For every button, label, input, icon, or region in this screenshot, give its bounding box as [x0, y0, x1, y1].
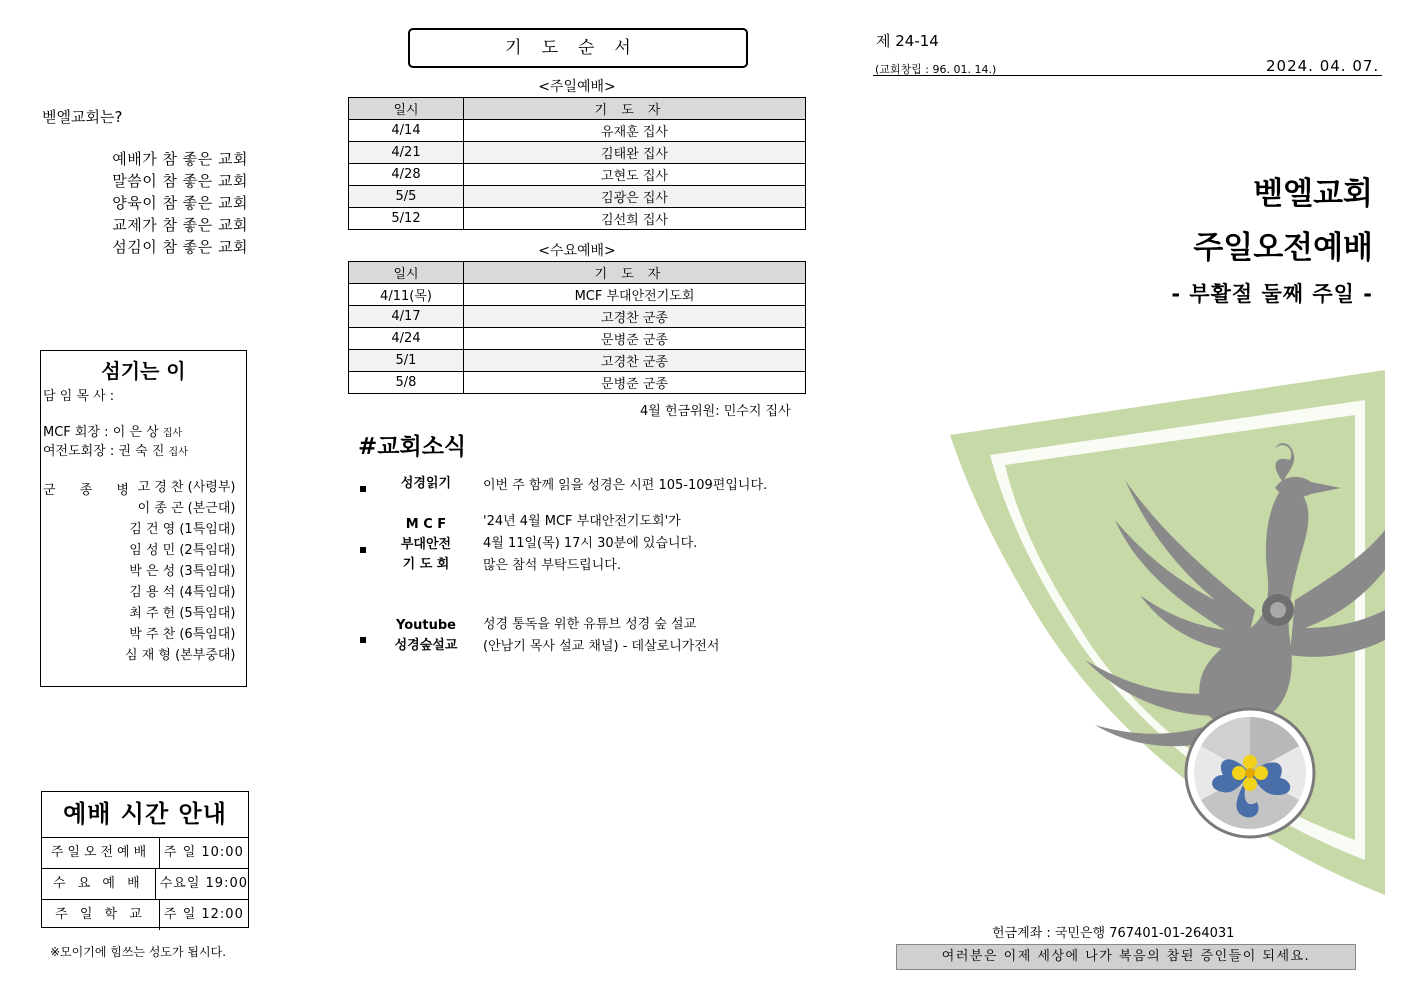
news-label	[392, 616, 460, 656]
soldier-item: 최 주 헌 (5특임대)	[129, 606, 236, 621]
motto-item: 예배가 참 좋은 교회	[112, 150, 248, 168]
prayer-leader: 고경찬 군종	[464, 350, 806, 372]
service-name: 주일오전예배	[1193, 230, 1373, 266]
wednesday-caption: <수요예배>	[538, 243, 616, 259]
schedule-row	[42, 900, 248, 930]
women-president-title: 집사	[168, 447, 188, 458]
sunday-prayer-table	[348, 97, 806, 230]
news-label-line: M C F	[405, 517, 447, 532]
soldier-item: 박 주 찬 (6특임대)	[129, 627, 236, 642]
women-president-name: 권 숙 진	[118, 444, 165, 459]
soldier-item: 김 건 영 (1특임대)	[129, 522, 236, 537]
news-label-line: 성경읽기	[400, 476, 452, 491]
prayer-order-title: 기도순서	[408, 28, 748, 68]
women-president-row	[43, 440, 188, 459]
table-row	[349, 142, 806, 164]
schedule-service-name: 수 요 예 배	[42, 869, 156, 899]
schedule-service-time: 주 일 10:00	[164, 845, 244, 860]
table-row	[349, 372, 806, 394]
sunday-caption: <주일예배>	[538, 79, 616, 95]
prayer-date: 4/24	[349, 328, 464, 350]
news-line: 성경 통독을 위한 유튜브 성경 숲 설교	[483, 617, 697, 632]
news-label-line: Youtube	[396, 618, 456, 633]
church-name: 벧엘교회	[1253, 176, 1373, 212]
schedule-row	[42, 869, 248, 900]
news-line: '24년 4월 MCF 부대안전기도회'가	[483, 514, 681, 529]
prayer-leader: 김태완 집사	[464, 142, 806, 164]
news-line: 많은 참석 부탁드립니다.	[483, 558, 621, 573]
schedule-service-name: 주일오전예배	[42, 838, 160, 868]
table-row	[349, 120, 806, 142]
church-news-title: #교회소식	[358, 434, 467, 460]
offering-account: 헌금계좌 : 국민은행 767401-01-264031	[992, 926, 1235, 941]
table-row	[349, 186, 806, 208]
servants-title: 섬기는 이	[101, 359, 186, 383]
news-body	[483, 475, 767, 497]
bulletin-date: 2024. 04. 07.	[1266, 57, 1380, 75]
table-header-row	[349, 98, 806, 120]
header-divider	[873, 75, 1382, 76]
news-label-line: 기 도 회	[402, 557, 450, 572]
prayer-leader: 김광은 집사	[464, 186, 806, 208]
founding-date: (교회창립 : 96. 01. 14.)	[875, 63, 997, 76]
intro-title: 벧엘교회는?	[42, 108, 123, 126]
table-header-row	[349, 262, 806, 284]
prayer-leader: 문병준 군종	[464, 372, 806, 394]
schedule-footnote: ※모이기에 힘쓰는 성도가 됩시다.	[50, 945, 227, 959]
prayer-leader: 고현도 집사	[464, 164, 806, 186]
soldier-item: 고 경 찬 (사령부)	[137, 480, 236, 495]
soldier-item: 이 종 곤 (본근대)	[137, 501, 236, 516]
col-leader-header: 기도자	[464, 98, 806, 120]
news-label	[392, 474, 460, 494]
news-label	[392, 515, 460, 575]
news-label-line: 부대안전	[400, 537, 452, 552]
mcf-president-name: 이 은 상	[112, 425, 159, 440]
prayer-date: 5/12	[349, 208, 464, 230]
motto-list	[60, 148, 248, 258]
sunday-subtitle: - 부활절 둘째 주일 -	[1171, 282, 1373, 306]
table-row	[349, 328, 806, 350]
news-line: 이번 주 함께 읽을 성경은 시편 105-109편입니다.	[483, 478, 768, 493]
mcf-president-row	[43, 421, 182, 440]
prayer-leader: 유재훈 집사	[464, 120, 806, 142]
motto-item: 양육이 참 좋은 교회	[112, 194, 248, 212]
offering-committee-note: 4월 헌금위원: 민수지 집사	[640, 404, 791, 419]
phoenix-shield-emblem-icon	[945, 370, 1385, 895]
col-leader-header: 기도자	[464, 262, 806, 284]
motto-item: 섬김이 참 좋은 교회	[112, 238, 248, 256]
prayer-date: 4/14	[349, 120, 464, 142]
bullet-icon	[360, 637, 366, 643]
news-line: (안남기 목사 설교 채널) - 데살로니가전서	[483, 639, 720, 654]
servants-box	[40, 350, 247, 687]
news-body	[483, 511, 697, 577]
prayer-date: 5/1	[349, 350, 464, 372]
pastor-label: 담 임 목 사 :	[43, 389, 115, 404]
schedule-row	[42, 838, 248, 869]
prayer-leader: MCF 부대안전기도회	[464, 284, 806, 306]
wednesday-prayer-table	[348, 261, 806, 394]
prayer-date: 4/11(목)	[349, 284, 464, 306]
soldier-item: 임 성 민 (2특임대)	[129, 543, 236, 558]
bullet-icon	[360, 486, 366, 492]
women-president-label: 여전도회장 :	[43, 444, 115, 459]
schedule-service-time: 수요일 19:00	[159, 876, 248, 891]
col-date-header: 일시	[349, 98, 464, 120]
schedule-title: 예배 시간 안내	[42, 792, 248, 838]
motto-item: 말씀이 참 좋은 교회	[112, 172, 248, 190]
soldier-item: 박 은 성 (3특임대)	[129, 564, 236, 579]
motto-item: 교제가 참 좋은 교회	[112, 216, 248, 234]
issue-number: 제 24-14	[876, 32, 939, 50]
mcf-president-title: 집사	[162, 428, 183, 439]
prayer-date: 4/17	[349, 306, 464, 328]
table-row	[349, 164, 806, 186]
chaplain-label: 군 종 병	[43, 483, 139, 498]
prayer-leader: 문병준 군종	[464, 328, 806, 350]
soldier-item: 심 재 형 (본부중대)	[125, 648, 236, 663]
prayer-date: 4/21	[349, 142, 464, 164]
closing-banner: 여러분은 이제 세상에 나가 복음의 참된 증인들이 되세요.	[896, 944, 1356, 970]
prayer-date: 5/5	[349, 186, 464, 208]
schedule-service-name: 주 일 학 교	[42, 900, 160, 930]
prayer-leader: 고경찬 군종	[464, 306, 806, 328]
table-row	[349, 306, 806, 328]
mcf-president-label: MCF 회장 :	[43, 425, 109, 440]
prayer-date: 5/8	[349, 372, 464, 394]
schedule-service-time: 주 일 12:00	[164, 907, 244, 922]
bullet-icon	[360, 547, 366, 553]
table-row	[349, 208, 806, 230]
soldier-list	[125, 477, 235, 666]
table-row	[349, 284, 806, 306]
prayer-date: 4/28	[349, 164, 464, 186]
soldier-item: 김 용 석 (4특임대)	[129, 585, 236, 600]
news-body	[483, 614, 719, 658]
table-row	[349, 350, 806, 372]
worship-schedule-box	[41, 791, 249, 928]
news-line: 4월 11일(목) 17시 30분에 있습니다.	[483, 536, 698, 551]
col-date-header: 일시	[349, 262, 464, 284]
news-label-line: 성경숲설교	[394, 638, 458, 653]
prayer-leader: 김선희 집사	[464, 208, 806, 230]
